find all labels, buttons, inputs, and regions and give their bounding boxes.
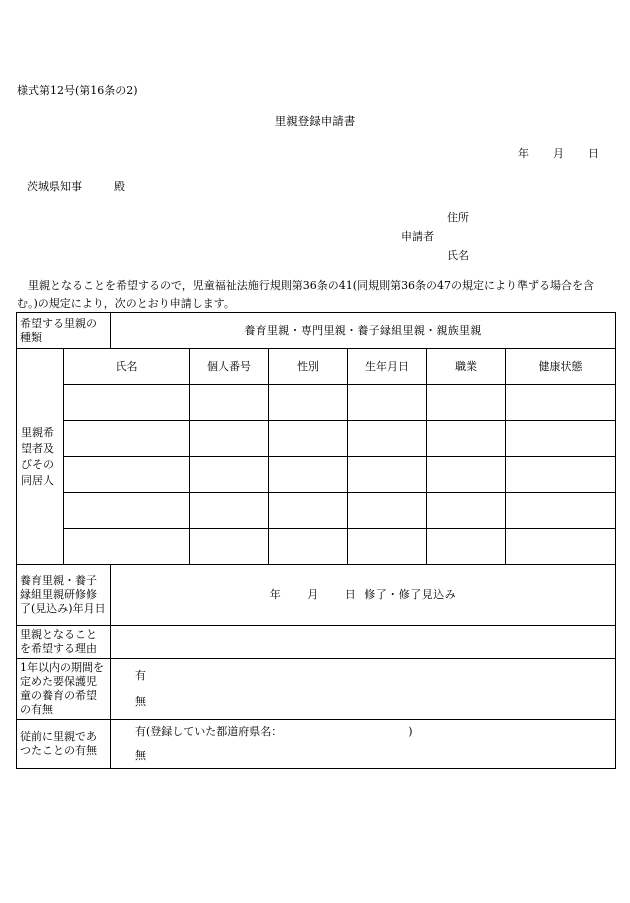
date-day: 日 [588,147,599,160]
cell-name[interactable] [64,493,190,529]
col-occupation: 職業 [427,349,506,385]
protection-label: 1年以内の期間を定めた要保護児童の養育の希望の有無 [17,659,111,720]
col-name: 氏名 [64,349,190,385]
previous-no[interactable]: 無 [135,749,146,762]
cell-health[interactable] [506,385,616,421]
cell-occupation[interactable] [427,457,506,493]
household-row-4 [17,493,616,529]
cell-health[interactable] [506,529,616,565]
cell-name[interactable] [64,421,190,457]
applicant-label: 申請者 [401,230,434,243]
training-row [17,565,616,626]
cell-birthdate[interactable] [348,493,427,529]
cell-sex[interactable] [269,529,348,565]
date-line [518,145,599,161]
form-number: 様式第12号(第16条の2) [17,84,138,97]
cell-health[interactable] [506,493,616,529]
reason-row [17,626,616,659]
household-label: 里親希望者及びその同居人 [17,349,64,565]
training-day: 日 [344,588,357,601]
date-year: 年 [518,147,529,160]
cell-my-number[interactable] [190,385,269,421]
previous-yes[interactable] [135,720,615,744]
previous-label: 従前に里親であつたことの有無 [17,720,111,769]
training-status[interactable]: 修了・修了見込み [364,588,457,601]
kind-options[interactable]: 養育里親・専門里親・養子縁組里親・親族里親 [111,313,616,349]
cell-sex[interactable] [269,457,348,493]
addressee [27,178,125,194]
col-health: 健康状態 [506,349,616,385]
col-my-number: 個人番号 [190,349,269,385]
cell-my-number[interactable] [190,529,269,565]
date-month: 月 [553,147,564,160]
previous-close-paren: ) [408,725,413,738]
cell-my-number[interactable] [190,457,269,493]
protection-choice [111,659,616,720]
kind-row [17,313,616,349]
cell-occupation[interactable] [427,385,506,421]
cell-occupation[interactable] [427,421,506,457]
household-row-2 [17,421,616,457]
household-header-row [17,349,616,385]
protection-yes[interactable]: 有 [135,669,146,682]
honorific: 殿 [114,180,125,193]
cell-sex[interactable] [269,421,348,457]
protection-no[interactable]: 無 [135,695,146,708]
kind-label: 希望する里親の種類 [17,313,111,349]
cell-name[interactable] [64,529,190,565]
cell-my-number[interactable] [190,493,269,529]
cell-occupation[interactable] [427,529,506,565]
protection-row [17,659,616,720]
cell-occupation[interactable] [427,493,506,529]
intro-paragraph: 里親となることを希望するので，児童福祉法施行規則第36条の41(同規則第36条の47の規定により準ずる場合を含む。)の規定により，次のとおり申請します。 [17,279,595,310]
previous-choice [111,720,616,769]
applicant-name-label: 氏名 [447,249,469,262]
cell-birthdate[interactable] [348,385,427,421]
household-row-5 [17,529,616,565]
addressee-name: 茨城県知事 [27,180,82,193]
training-year: 年 [269,588,282,601]
reason-label: 里親となることを希望する理由 [17,626,111,659]
col-birthdate: 生年月日 [348,349,427,385]
applicant-address-label: 住所 [447,211,469,224]
cell-birthdate[interactable] [348,529,427,565]
cell-health[interactable] [506,457,616,493]
training-date[interactable] [111,565,616,626]
training-month: 月 [307,588,319,601]
cell-sex[interactable] [269,385,348,421]
cell-birthdate[interactable] [348,457,427,493]
cell-sex[interactable] [269,493,348,529]
previous-row [17,720,616,769]
cell-my-number[interactable] [190,421,269,457]
household-row-1 [17,385,616,421]
previous-yes-label: 有(登録していた都道府県名： [135,725,283,738]
col-sex: 性別 [269,349,348,385]
cell-name[interactable] [64,385,190,421]
reason-value[interactable] [111,626,616,659]
document-title: 里親登録申請書 [274,114,356,128]
household-row-3 [17,457,616,493]
application-table [16,312,616,769]
cell-name[interactable] [64,457,190,493]
cell-health[interactable] [506,421,616,457]
cell-birthdate[interactable] [348,421,427,457]
training-label: 養育里親・養子縁組里親研修修了(見込み)年月日 [17,565,111,626]
